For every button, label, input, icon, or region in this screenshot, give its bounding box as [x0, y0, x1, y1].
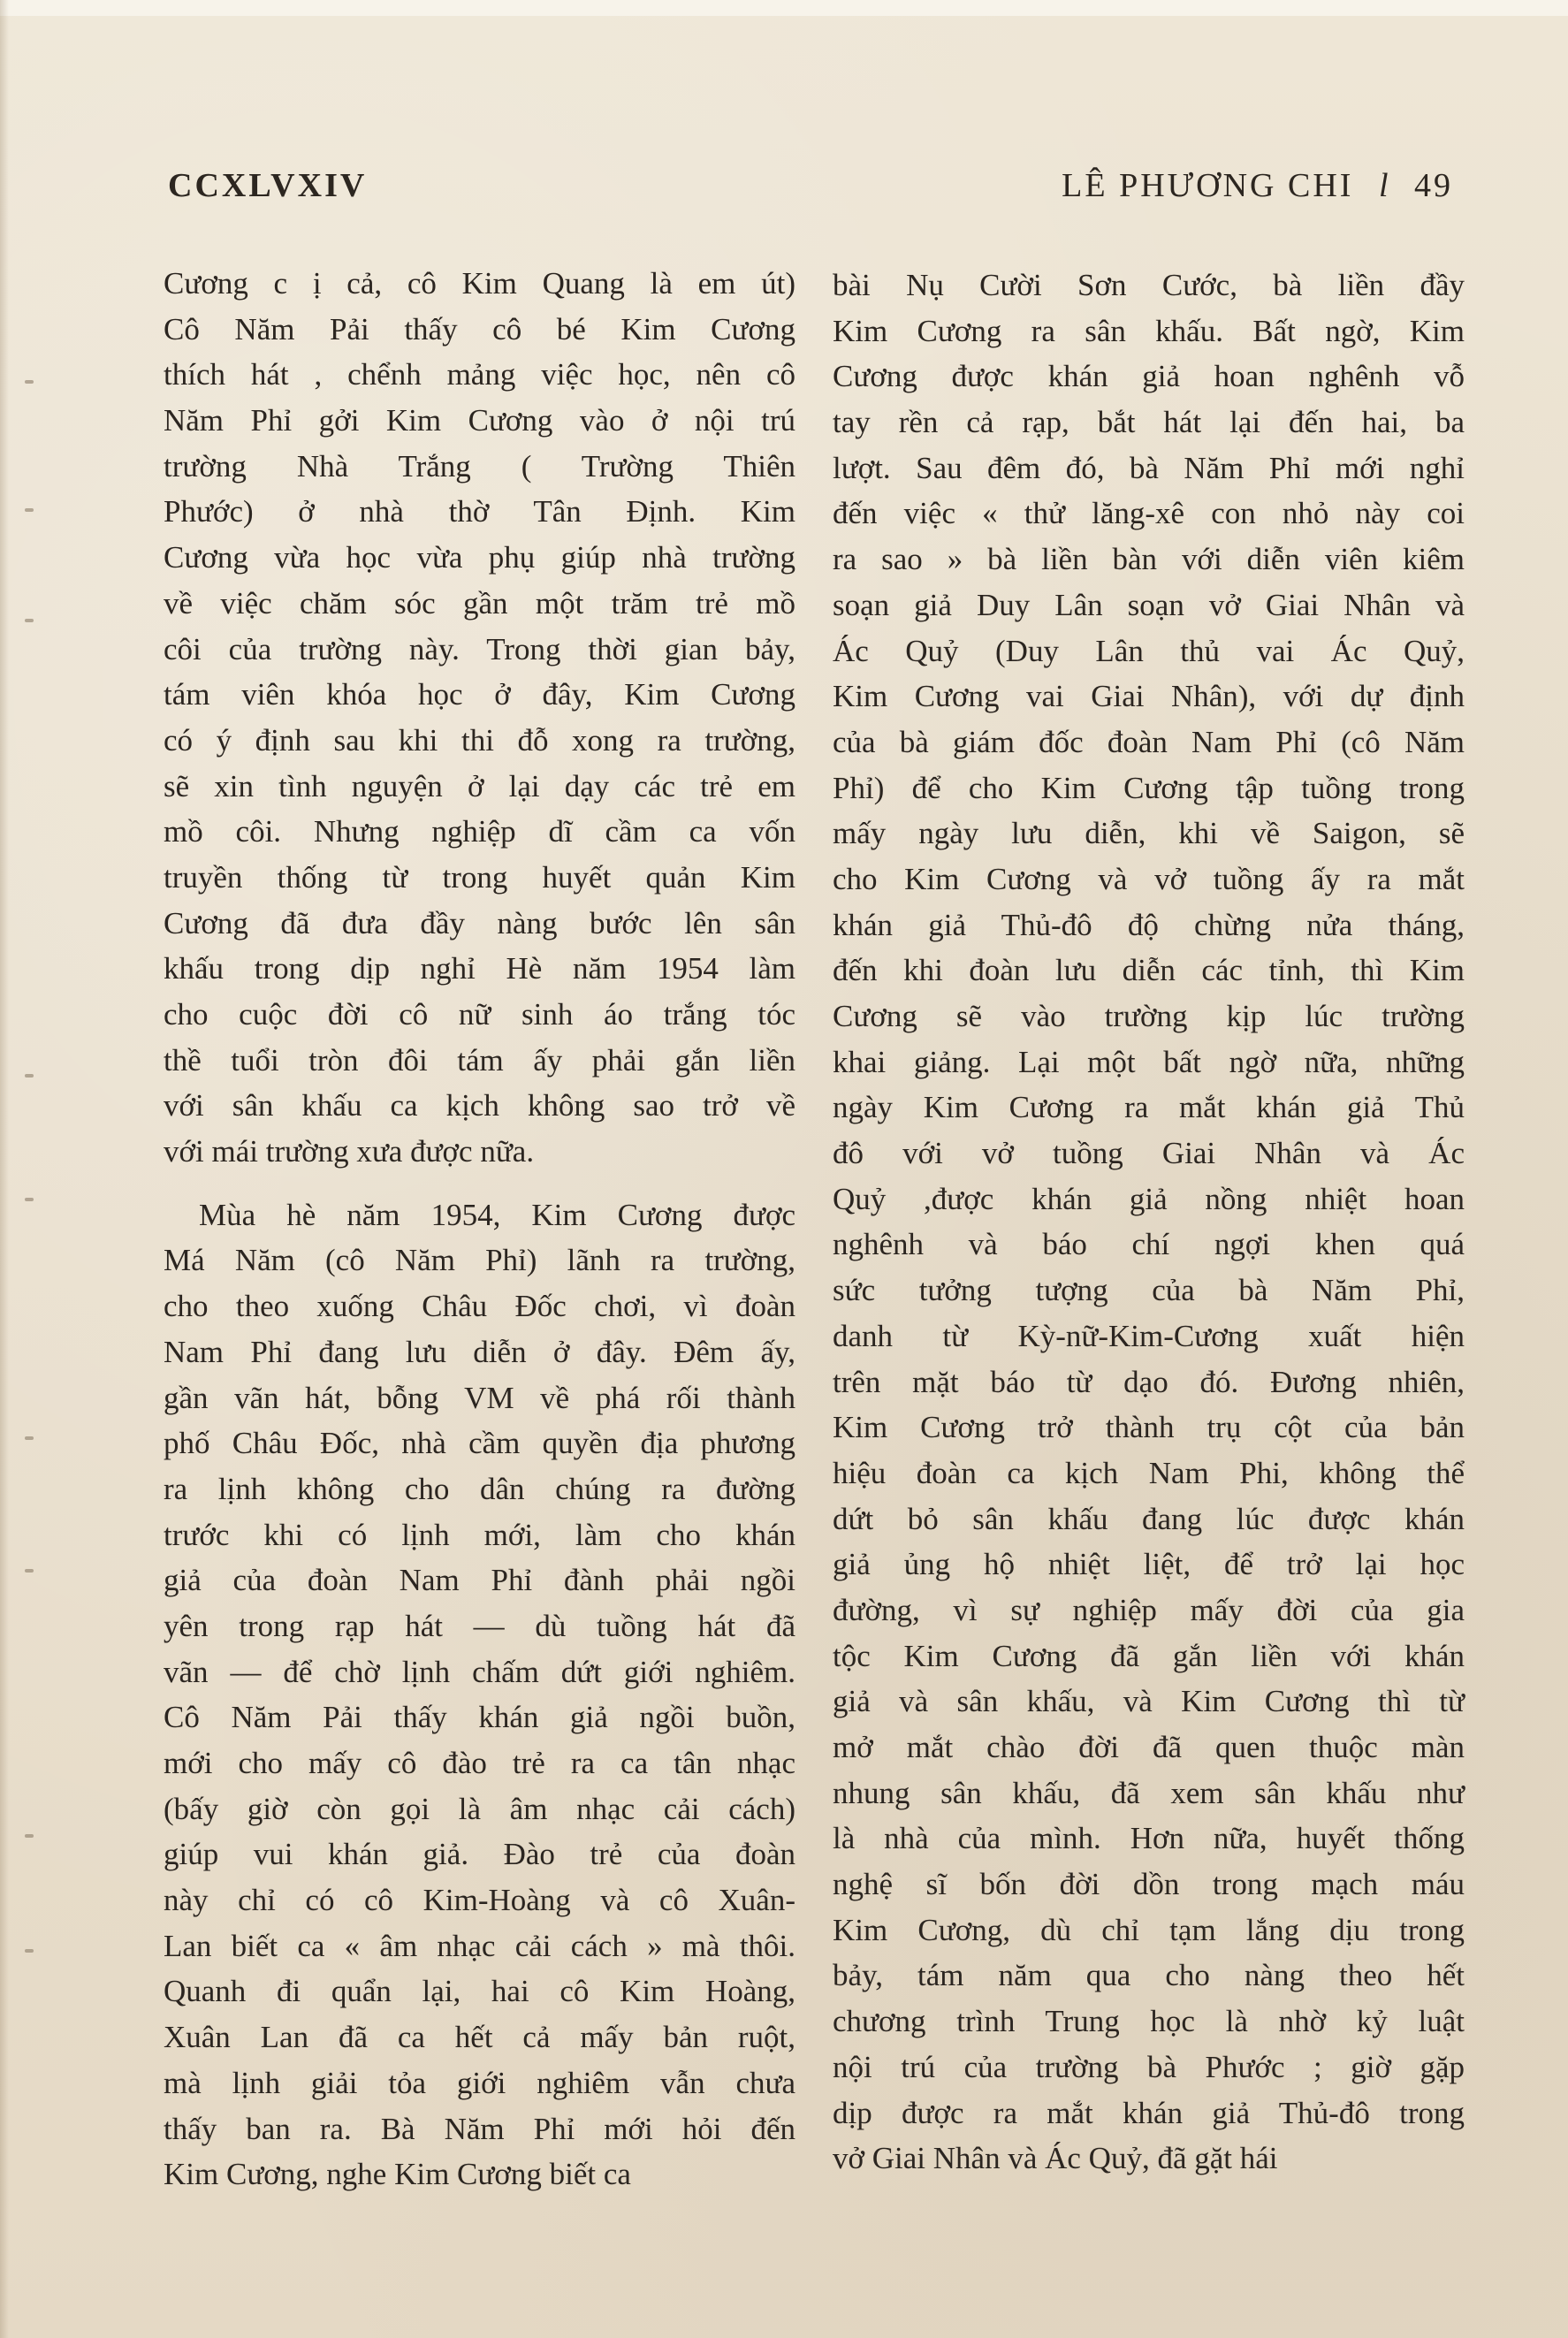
- text-line: nhung sân khấu, đã xem sân khấu như: [833, 1775, 1465, 1810]
- text-line: Lan biết ca « âm nhạc cải cách » mà thôi.: [164, 1928, 795, 1963]
- text-line: Ác Quỷ (Duy Lân thủ vai Ác Quỷ,: [833, 633, 1465, 668]
- text-line: với sân khấu ca kịch không sao trở về: [164, 1088, 795, 1123]
- binding-hole: [25, 1436, 34, 1440]
- text-line: mở mắt chào đời đã quen thuộc màn: [833, 1730, 1465, 1764]
- text-line: mới cho mấy cô đào trẻ ra ca tân nhạc: [164, 1746, 795, 1780]
- text-line: khai giảng. Lại một bất ngờ nữa, những: [833, 1044, 1465, 1079]
- text-line: nghênh và báo chí ngợi khen quá: [833, 1227, 1465, 1262]
- text-line: trước khi có lịnh mới, làm cho khán: [164, 1517, 795, 1552]
- text-line: côi của trường này. Trong thời gian bảy,: [164, 631, 795, 666]
- text-line: thấy ban ra. Bà Năm Phỉ mới hỏi đến: [164, 2111, 795, 2146]
- binding-hole: [25, 1198, 34, 1201]
- text-line: bảy, tám năm qua cho nàng theo hết: [833, 1958, 1465, 1993]
- text-line: giả ủng hộ nhiệt liệt, để trở lại học: [833, 1547, 1465, 1582]
- text-line: tám viên khóa học ở đây, Kim Cương: [164, 677, 795, 712]
- text-line: vãn — để chờ lịnh chấm dứt giới nghiêm.: [164, 1654, 795, 1689]
- text-line: Cương c ị cả, cô Kim Quang là em út): [164, 266, 795, 301]
- text-line: Phước) ở nhà thờ Tân Định. Kim: [164, 494, 795, 529]
- running-header-right: [1062, 166, 1453, 205]
- text-line: tộc Kim Cương đã gắn liền với khán: [833, 1638, 1465, 1673]
- text-line: với mái trường xưa được nữa.: [164, 1134, 535, 1169]
- text-line: đến việc « thử lăng-xê con nhỏ này coi: [833, 496, 1465, 531]
- text-line: Kim Cương trở thành trụ cột của bản: [833, 1410, 1465, 1445]
- text-line: chương trình Trung học là nhờ kỷ luật: [833, 2004, 1465, 2039]
- text-column-left: [164, 261, 795, 2197]
- scan-top-margin: [0, 0, 1568, 16]
- text-line: sẽ xin tình nguyện ở lại dạy các trẻ em: [164, 768, 795, 803]
- text-column-right: [833, 263, 1465, 2182]
- text-line: Năm Phỉ gởi Kim Cương vào ở nội trú: [164, 403, 795, 438]
- header-separator: l: [1378, 167, 1391, 204]
- text-line: Cương vừa học vừa phụ giúp nhà trường: [164, 540, 795, 575]
- text-line: Má Năm (cô Năm Phỉ) lãnh ra trường,: [164, 1243, 795, 1278]
- text-line: Quanh đi quẩn lại, hai cô Kim Hoàng,: [164, 1974, 795, 2009]
- text-line: dịp được ra mắt khán giả Thủ-đô trong: [833, 2095, 1465, 2130]
- text-line: (bấy giờ còn gọi là âm nhạc cải cách): [164, 1791, 795, 1826]
- binding-hole: [25, 619, 34, 622]
- text-line: hiệu đoàn ca kịch Nam Phi, không thể: [833, 1455, 1465, 1490]
- text-line: khán giả Thủ-đô độ chừng nửa tháng,: [833, 907, 1465, 942]
- text-line: trường Nhà Trắng ( Trường Thiên: [164, 448, 795, 484]
- text-line: mồ côi. Nhưng nghiệp dĩ cầm ca vốn: [164, 814, 795, 849]
- text-line: Quỷ ,được khán giả nồng nhiệt hoan: [833, 1181, 1465, 1216]
- text-line: Cương được khán giả hoan nghênh vỗ: [833, 359, 1465, 394]
- text-line: Xuân Lan đã ca hết cả mấy bản ruột,: [164, 2020, 795, 2055]
- text-line: thích hát , chểnh mảng việc học, nên cô: [164, 357, 795, 392]
- text-line: ra sao » bà liền bàn với diễn viên kiêm: [833, 542, 1465, 577]
- binding-hole: [25, 1949, 34, 1953]
- binding-hole: [25, 1074, 34, 1078]
- text-line: Nam Phỉ đang lưu diễn ở đây. Đêm ấy,: [164, 1334, 795, 1369]
- text-line: yên trong rạp hát — dù tuồng hát đã: [164, 1608, 795, 1643]
- binding-hole: [25, 1834, 34, 1838]
- text-line: Cương đã đưa đầy nàng bước lên sân: [164, 905, 795, 941]
- text-line: đường, vì sự nghiệp mấy đời của gia: [833, 1592, 1465, 1627]
- text-line: sức tưởng tượng của bà Năm Phỉ,: [833, 1273, 1465, 1308]
- author-name: LÊ PHƯƠNG CHI: [1062, 167, 1354, 204]
- text-line: tay rền cả rạp, bắt hát lại đến hai, ba: [833, 405, 1465, 440]
- text-line: cho cuộc đời cô nữ sinh áo trắng tóc: [164, 997, 795, 1032]
- text-line: cho theo xuống Châu Đốc chơi, vì đoàn: [164, 1289, 795, 1324]
- text-line: Mùa hè năm 1954, Kim Cương được: [199, 1197, 795, 1232]
- text-line: này chỉ có cô Kim-Hoàng và cô Xuân-: [164, 1883, 795, 1918]
- text-line: phố Châu Đốc, nhà cầm quyền địa phương: [164, 1426, 795, 1461]
- text-line: giúp vui khán giả. Đào trẻ của đoàn: [164, 1837, 795, 1872]
- binding-hole: [25, 508, 34, 512]
- text-line: mà lịnh giải tỏa giới nghiêm vẫn chưa: [164, 2065, 795, 2100]
- text-line: có ý định sau khi thi đỗ xong ra trường,: [164, 722, 795, 758]
- text-line: của bà giám đốc đoàn Nam Phỉ (cô Năm: [833, 724, 1465, 759]
- text-line: truyền thống từ trong huyết quản Kim: [164, 859, 795, 895]
- text-line: về việc chăm sóc gần một trăm trẻ mồ: [164, 585, 795, 621]
- text-line: gần vãn hát, bỗng VM về phá rối thành: [164, 1380, 795, 1415]
- text-line: dứt bỏ sân khấu đang lúc được khán: [833, 1501, 1465, 1536]
- text-line: ngày Kim Cương ra mắt khán giả Thủ: [833, 1090, 1465, 1125]
- text-line: là nhà của mình. Hơn nữa, huyết thống: [833, 1821, 1465, 1856]
- text-line: mấy ngày lưu diễn, khi về Saigon, sẽ: [833, 816, 1465, 851]
- text-line: lượt. Sau đêm đó, bà Năm Phỉ mới nghỉ: [833, 450, 1465, 485]
- text-line: Kim Cương vai Giai Nhân), với dự định: [833, 679, 1465, 714]
- text-line: nghệ sĩ bốn đời dồn trong mạch máu: [833, 1867, 1465, 1902]
- text-line: trên mặt báo từ dạo đó. Đương nhiên,: [833, 1364, 1465, 1399]
- page-binding-shadow: [0, 0, 9, 2338]
- text-line: soạn giả Duy Lân soạn vở Giai Nhân và: [833, 587, 1465, 622]
- text-line: vở Giai Nhân và Ác Quỷ, đã gặt hái: [833, 2141, 1278, 2176]
- text-line: giả của đoàn Nam Phỉ đành phải ngồi: [164, 1563, 795, 1598]
- text-line: nội trú của trường bà Phước ; giờ gặp: [833, 2049, 1465, 2084]
- text-line: Cương sẽ vào trường kịp lúc trường: [833, 999, 1465, 1033]
- running-header-left: CCXLVXIV: [168, 167, 368, 204]
- text-line: Phỉ) để cho Kim Cương tập tuồng trong: [833, 770, 1465, 805]
- page-number: 49: [1414, 167, 1453, 204]
- text-line: Kim Cương, dù chỉ tạm lắng dịu trong: [833, 1912, 1465, 1947]
- text-line: Cô Năm Pải thấy khán giả ngồi buồn,: [164, 1700, 795, 1735]
- text-line: danh từ Kỳ-nữ-Kim-Cương xuất hiện: [833, 1318, 1465, 1353]
- text-line: thề tuổi tròn đôi tám ấy phải gắn liền: [164, 1042, 795, 1078]
- text-line: đến khi đoàn lưu diễn các tỉnh, thì Kim: [833, 953, 1465, 988]
- text-line: khấu trong dịp nghỉ Hè năm 1954 làm: [164, 951, 795, 986]
- text-line: ra lịnh không cho dân chúng ra đường: [164, 1471, 795, 1506]
- text-line: Kim Cương, nghe Kim Cương biết ca: [164, 2157, 631, 2192]
- binding-hole: [25, 1569, 34, 1573]
- text-line: giả và sân khấu, và Kim Cương thì từ: [833, 1684, 1465, 1719]
- text-line: Kim Cương ra sân khấu. Bất ngờ, Kim: [833, 313, 1465, 348]
- text-line: đô với vở tuồng Giai Nhân và Ác: [833, 1136, 1465, 1171]
- binding-hole: [25, 380, 34, 384]
- text-line: cho Kim Cương và vở tuồng ấy ra mắt: [833, 861, 1465, 896]
- text-line: Cô Năm Pải thấy cô bé Kim Cương: [164, 311, 795, 347]
- paragraph-gap: [164, 1175, 795, 1192]
- text-line: bài Nụ Cười Sơn Cước, bà liền đầy: [833, 268, 1465, 302]
